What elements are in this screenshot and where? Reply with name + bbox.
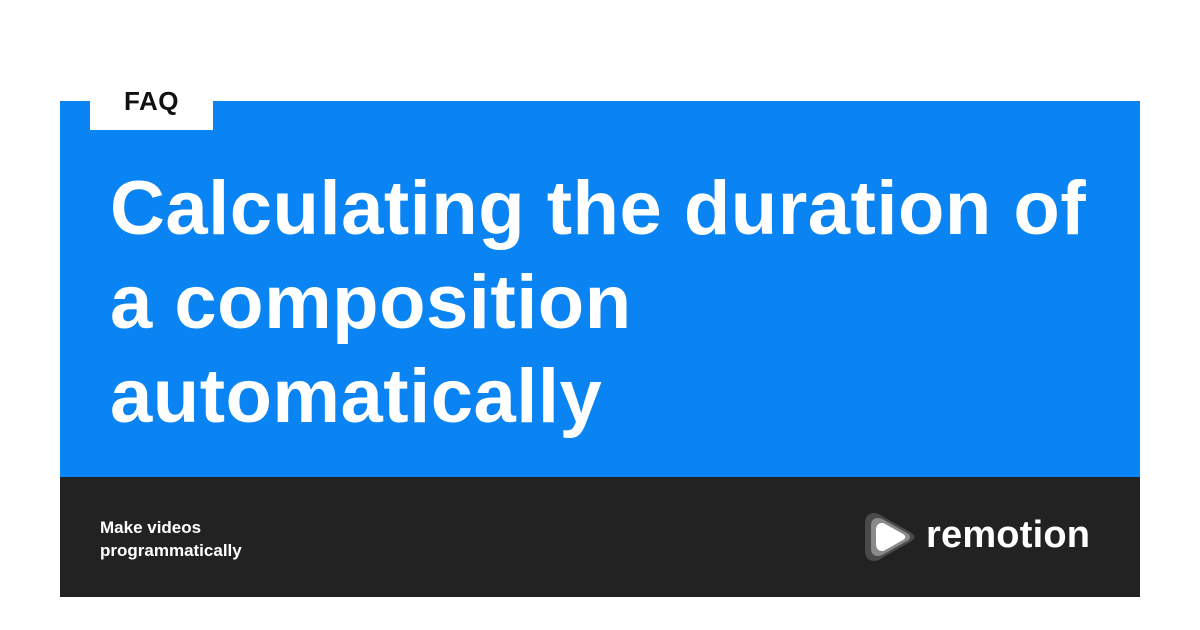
- category-label: FAQ: [124, 86, 179, 116]
- page-title: Calculating the duration of a composition automatically: [110, 166, 1087, 439]
- tagline-line-2: programmatically: [100, 541, 242, 560]
- tagline-line-1: Make videos: [100, 518, 202, 537]
- remotion-play-logo-icon: [860, 507, 920, 567]
- category-tab: [90, 80, 213, 130]
- tagline: [100, 516, 242, 562]
- brand-lockup: [860, 507, 1090, 567]
- footer-bar: [60, 477, 1140, 597]
- brand-name: remotion: [926, 514, 1091, 556]
